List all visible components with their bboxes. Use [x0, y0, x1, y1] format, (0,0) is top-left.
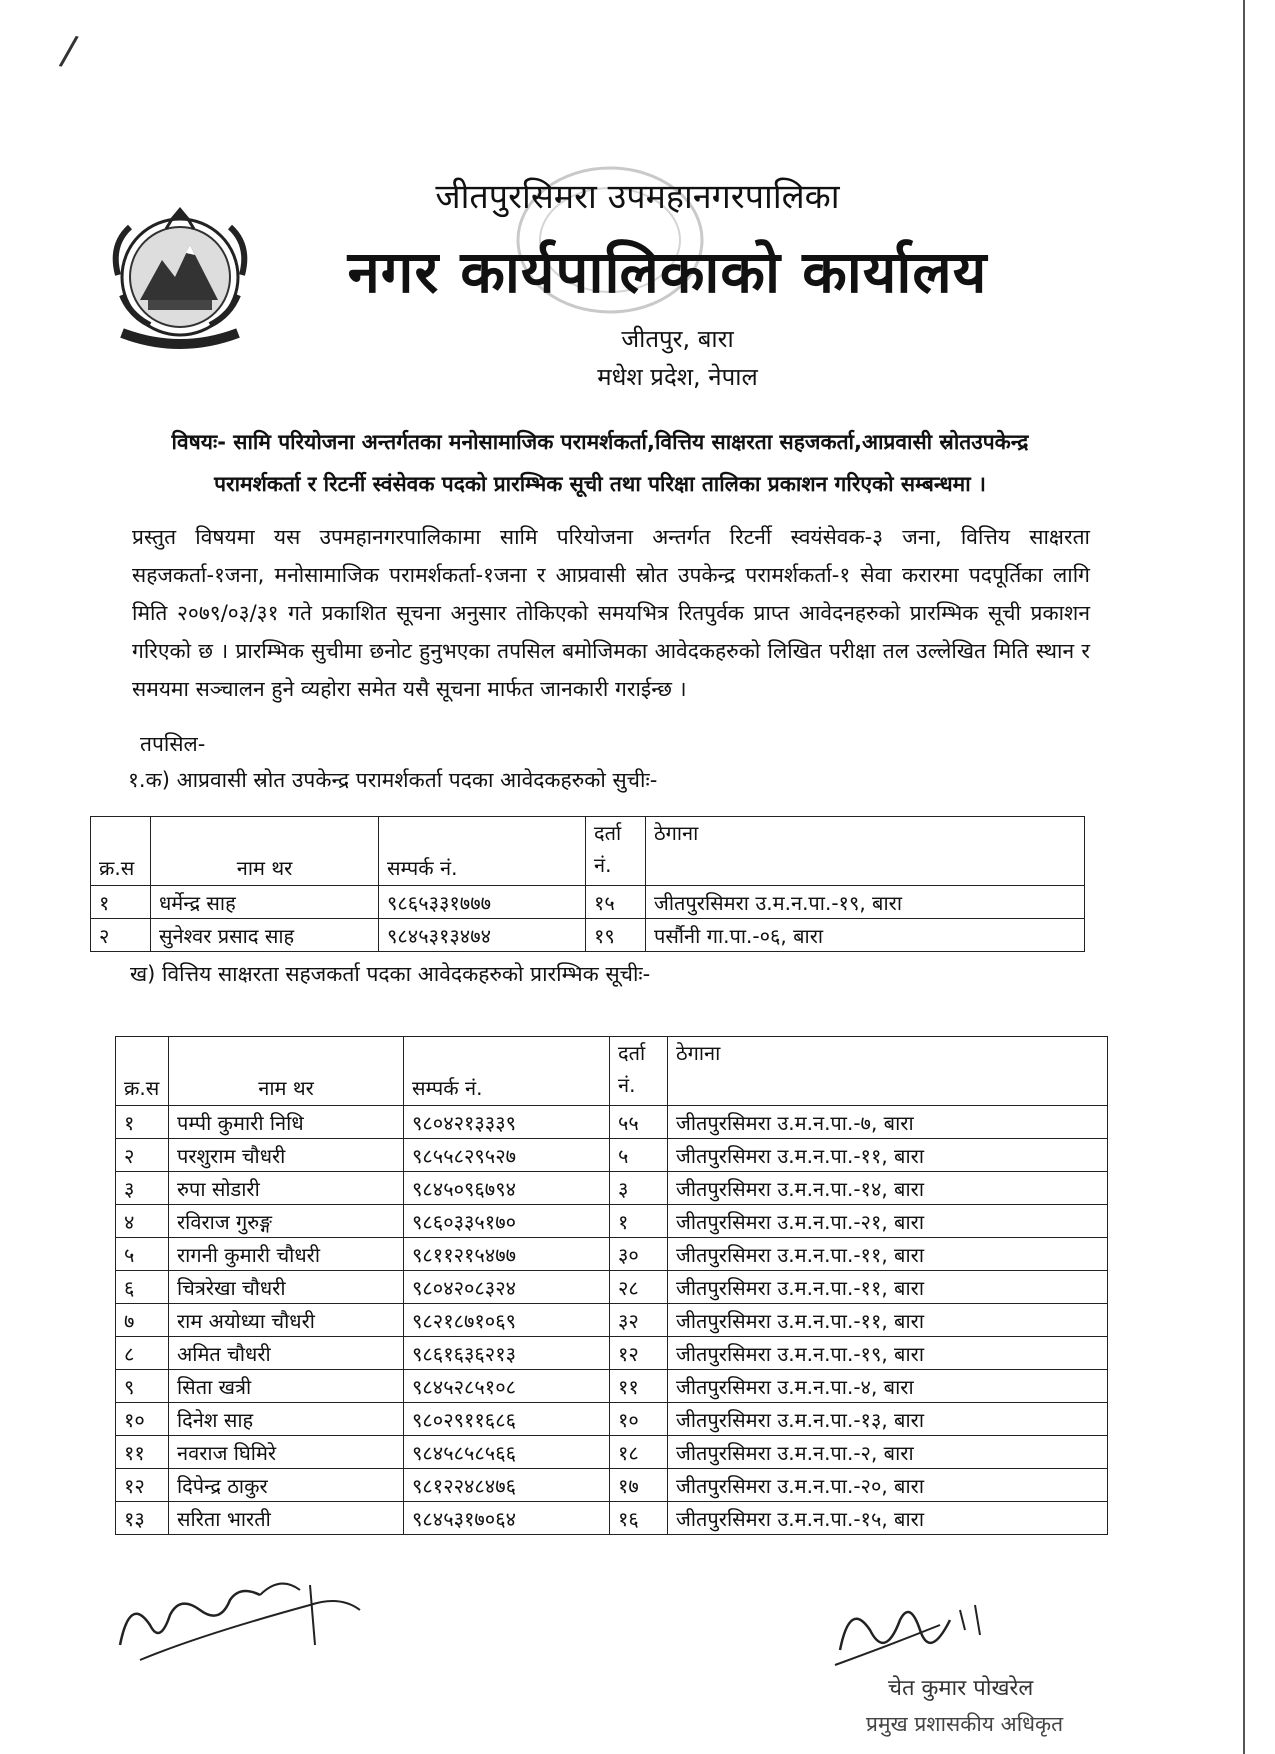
cell-serial: २ — [91, 919, 151, 952]
cell-serial: ८ — [116, 1337, 169, 1370]
column-header-registration: दर्ता नं. — [610, 1037, 668, 1106]
cell-registration: ११ — [610, 1370, 668, 1403]
cell-name: रागनी कुमारी चौधरी — [169, 1238, 404, 1271]
cell-contact: ९८४५३१३४७४ — [379, 919, 586, 952]
cell-name: दिपेन्द्र ठाकुर — [169, 1469, 404, 1502]
cell-registration: १ — [610, 1205, 668, 1238]
table-row — [116, 1436, 1108, 1469]
cell-serial: १२ — [116, 1469, 169, 1502]
cell-serial: २ — [116, 1139, 169, 1172]
table-row — [116, 1304, 1108, 1337]
cell-name: नवराज घिमिरे — [169, 1436, 404, 1469]
subject-block — [100, 421, 1100, 505]
cell-registration: १८ — [610, 1436, 668, 1469]
body-paragraph: प्रस्तुत विषयमा यस उपमहानगरपालिकामा सामि परियोजना अन्तर्गत रिटर्नी स्वयंसेवक-३ जना, वित्तिय साक्षरता सहजकर्ता-१जना, मनोसामाजिक परामर्शकर्ता-१जना र आप्रवासी स्रोत उपकेन्द्र परामर्शकर्ता-१ सेवा करारमा पदपूर्तिका लागि मिति २०७९/०३/३१ गते प्रकाशित सूचना अनुसार तोकिएको समयभित्र रितपुर्वक प्राप्त आवेदनहरुको प्रारम्भिक सूची प्रकाशन गरिएको छ । प्रारम्भिक सुचीमा छनोट हुनुभएका तपसिल बमोजिमका आवेदकहरुको लिखित परीक्षा तल उल्लेखित मिति स्थान र समयमा सञ्चालन हुने व्यहोरा समेत यसै सूचना मार्फत जानकारी गराईन्छ । — [132, 525, 1090, 701]
cell-address: जीतपुरसिमरा उ.म.न.पा.-१३, बारा — [668, 1403, 1108, 1436]
cell-serial: १० — [116, 1403, 169, 1436]
cell-registration: १७ — [610, 1469, 668, 1502]
cell-address: जीतपुरसिमरा उ.म.न.पा.-४, बारा — [668, 1370, 1108, 1403]
cell-name: सिता खत्री — [169, 1370, 404, 1403]
tapasil-label: तपसिल- — [140, 732, 206, 756]
subject-line-2: परामर्शकर्ता र रिटर्नी स्वंसेवक पदको प्रारम्भिक सूची तथा परिक्षा तालिका प्रकाशन गरिएको सम्बन्धमा । — [214, 472, 986, 496]
column-header-address: ठेगाना — [646, 817, 1085, 886]
cell-name: सुनेश्वर प्रसाद साह — [151, 919, 379, 952]
cell-address: पर्सौनी गा.पा.-०६, बारा — [646, 919, 1085, 952]
section-a-title: १.क) आप्रवासी स्रोत उपकेन्द्र परामर्शकर्ता पदका आवेदकहरुको सुचीः- — [128, 768, 658, 792]
province-name: मधेश प्रदेश, नेपाल — [597, 363, 758, 391]
cell-address: जीतपुरसिमरा उ.म.न.पा.-१९, बारा — [646, 886, 1085, 919]
cell-serial: ९ — [116, 1370, 169, 1403]
cell-registration: १५ — [586, 886, 646, 919]
cell-address: जीतपुरसिमरा उ.म.न.पा.-११, बारा — [668, 1271, 1108, 1304]
handwritten-signature-right — [830, 1590, 1010, 1680]
column-header-contact: सम्पर्क नं. — [379, 817, 586, 886]
section-a-table — [90, 816, 1085, 952]
handwritten-signature-left — [110, 1565, 370, 1675]
section-b-table — [115, 1036, 1108, 1535]
cell-serial: ११ — [116, 1436, 169, 1469]
cell-contact: ९८०४२०८३२४ — [404, 1271, 610, 1304]
cell-name: अमित चौधरी — [169, 1337, 404, 1370]
cell-serial: ५ — [116, 1238, 169, 1271]
cell-serial: ७ — [116, 1304, 169, 1337]
cell-contact: ९८१२२४८४७६ — [404, 1469, 610, 1502]
cell-contact: ९८६१६३६२१३ — [404, 1337, 610, 1370]
cell-address: जीतपुरसिमरा उ.म.न.पा.-२, बारा — [668, 1436, 1108, 1469]
table-row — [116, 1106, 1108, 1139]
cell-address: जीतपुरसिमरा उ.म.न.पा.-११, बारा — [668, 1139, 1108, 1172]
table-row — [116, 1337, 1108, 1370]
cell-contact: ९८४५८५८५६६ — [404, 1436, 610, 1469]
table-row — [116, 1205, 1108, 1238]
column-header-serial: क्र.स — [116, 1037, 169, 1106]
table-row — [116, 1172, 1108, 1205]
pen-tick-mark: / — [57, 27, 81, 75]
signatory-name: चेत कुमार पोखरेल — [888, 1676, 1034, 1701]
cell-serial: ४ — [116, 1205, 169, 1238]
cell-registration: ५५ — [610, 1106, 668, 1139]
cell-registration: १० — [610, 1403, 668, 1436]
table-row — [116, 1271, 1108, 1304]
cell-name: रुपा सोडारी — [169, 1172, 404, 1205]
cell-name: दिनेश साह — [169, 1403, 404, 1436]
cell-contact: ९८६५३३१७७७ — [379, 886, 586, 919]
column-header-registration: दर्ता नं. — [586, 817, 646, 886]
cell-registration: १२ — [610, 1337, 668, 1370]
cell-name: पम्पी कुमारी निधि — [169, 1106, 404, 1139]
cell-registration: ३२ — [610, 1304, 668, 1337]
cell-contact: ९८०२९११६८६ — [404, 1403, 610, 1436]
column-header-serial: क्र.स — [91, 817, 151, 886]
table-row — [116, 1238, 1108, 1271]
cell-registration: १९ — [586, 919, 646, 952]
cell-registration: १६ — [610, 1502, 668, 1535]
table-row — [116, 1139, 1108, 1172]
cell-address: जीतपुरसिमरा उ.म.न.पा.-१९, बारा — [668, 1337, 1108, 1370]
cell-contact: ९८४५०९६७९४ — [404, 1172, 610, 1205]
section-b-rows — [116, 1106, 1108, 1535]
cell-serial: १ — [116, 1106, 169, 1139]
cell-contact: ९८११२१५४७७ — [404, 1238, 610, 1271]
cell-serial: ३ — [116, 1172, 169, 1205]
cell-contact: ९८०४२१३३३९ — [404, 1106, 610, 1139]
cell-name: धर्मेन्द्र साह — [151, 886, 379, 919]
table-row — [91, 886, 1085, 919]
cell-address: जीतपुरसिमरा उ.म.न.पा.-७, बारा — [668, 1106, 1108, 1139]
cell-registration: ५ — [610, 1139, 668, 1172]
cell-contact: ९८६०३३५१७० — [404, 1205, 610, 1238]
column-header-address: ठेगाना — [668, 1037, 1108, 1106]
column-header-name: नाम थर — [169, 1037, 404, 1106]
table-row — [116, 1403, 1108, 1436]
column-header-name: नाम थर — [151, 817, 379, 886]
cell-serial: १३ — [116, 1502, 169, 1535]
cell-address: जीतपुरसिमरा उ.म.न.पा.-१४, बारा — [668, 1172, 1108, 1205]
section-a-rows — [91, 886, 1085, 952]
municipality-name: जीतपुरसिमरा उपमहानगरपालिका — [435, 177, 840, 217]
cell-name: परशुराम चौधरी — [169, 1139, 404, 1172]
cell-address: जीतपुरसिमरा उ.म.न.पा.-११, बारा — [668, 1304, 1108, 1337]
cell-registration: ३० — [610, 1238, 668, 1271]
table-row — [116, 1469, 1108, 1502]
cell-contact: ९८४५३१७०६४ — [404, 1502, 610, 1535]
column-header-contact: सम्पर्क नं. — [404, 1037, 610, 1106]
cell-contact: ९८२१८७१०६९ — [404, 1304, 610, 1337]
cell-address: जीतपुरसिमरा उ.म.न.पा.-११, बारा — [668, 1238, 1108, 1271]
office-title: नगर कार्यपालिकाको कार्यालय — [347, 238, 988, 306]
cell-registration: २८ — [610, 1271, 668, 1304]
cell-registration: ३ — [610, 1172, 668, 1205]
cell-address: जीतपुरसिमरा उ.म.न.पा.-१५, बारा — [668, 1502, 1108, 1535]
office-place: जीतपुर, बारा — [621, 325, 734, 353]
cell-name: सरिता भारती — [169, 1502, 404, 1535]
cell-contact: ९८४५२८५१०८ — [404, 1370, 610, 1403]
table-row — [91, 919, 1085, 952]
cell-name: रविराज गुरुङ्ग — [169, 1205, 404, 1238]
subject-line-1: विषयः- सामि परियोजना अन्तर्गतका मनोसामाजिक परामर्शकर्ता,वित्तिय साक्षरता सहजकर्ता,आप्रवासी स्रोतउपकेन्द्र — [171, 430, 1029, 454]
cell-contact: ९८५५८२९५२७ — [404, 1139, 610, 1172]
cell-address: जीतपुरसिमरा उ.म.न.पा.-२१, बारा — [668, 1205, 1108, 1238]
cell-name: राम अयोध्या चौधरी — [169, 1304, 404, 1337]
cell-serial: १ — [91, 886, 151, 919]
signatory-title: प्रमुख प्रशासकीय अधिकृत — [866, 1712, 1064, 1736]
table-row — [116, 1502, 1108, 1535]
cell-serial: ६ — [116, 1271, 169, 1304]
cell-address: जीतपुरसिमरा उ.म.न.पा.-२०, बारा — [668, 1469, 1108, 1502]
section-b-title: ख) वित्तिय साक्षरता सहजकर्ता पदका आवेदकहरुको प्रारम्भिक सूचीः- — [130, 962, 651, 986]
cell-name: चित्ररेखा चौधरी — [169, 1271, 404, 1304]
table-row — [116, 1370, 1108, 1403]
